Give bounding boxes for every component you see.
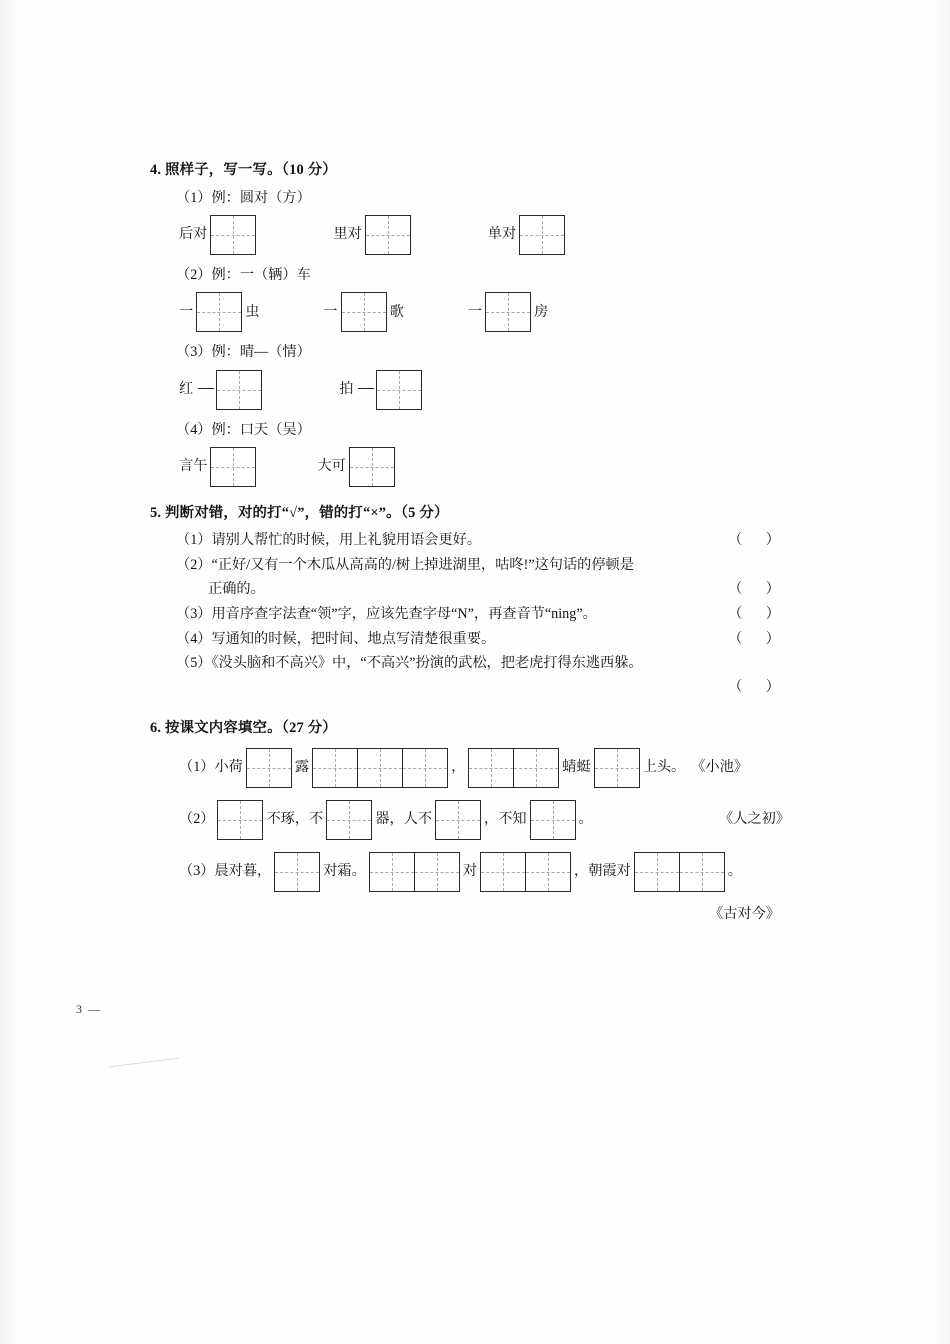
answer-box[interactable]: [341, 292, 387, 332]
answer-box[interactable]: [210, 215, 256, 255]
section-4-title: [150, 160, 790, 182]
q6-2-text-3: 器，人不: [375, 811, 433, 828]
answer-box[interactable]: [485, 292, 531, 332]
q6-3-text-3: 对: [462, 863, 478, 880]
section-4-heading: 照样子，写一写。（10 分）: [165, 162, 337, 178]
q6-1-cells-2: [312, 748, 448, 788]
q4-2-prompt-1-trail: 虫: [245, 303, 260, 320]
q6-1-cells-3: [468, 748, 559, 788]
q5-item-2: [150, 555, 790, 576]
q4-2-prompt-2-trail: 歌: [389, 303, 404, 320]
q6-1-cells-1: [246, 748, 292, 788]
q4-1-prompt-1-label: 后对: [179, 226, 208, 243]
q5-item-5-answer[interactable]: （ ）: [728, 679, 790, 696]
answer-box[interactable]: [210, 447, 256, 487]
answer-box[interactable]: [519, 215, 565, 255]
q4-2-prompt-2-label: 一: [323, 303, 338, 320]
page-number: [76, 1002, 100, 1017]
answer-box[interactable]: [349, 447, 395, 487]
q6-1-text-3: ，: [451, 759, 466, 776]
q5-item-4-text: （4）写通知的时候，把时间、地点写清楚很重要。: [176, 630, 496, 647]
answer-box[interactable]: [435, 800, 481, 840]
answer-box[interactable]: [196, 292, 242, 332]
q4-item-4-label: （4）例：口天（吴）: [176, 421, 311, 438]
q5-item-5: [150, 653, 790, 674]
q6-3-cells-3: [480, 852, 571, 892]
q6-1-source: 《小池》: [691, 759, 748, 776]
q6-1-text-2: 露: [294, 759, 310, 776]
q4-3-prompt-1: [176, 370, 262, 410]
q4-3-prompt-2: [336, 370, 422, 410]
dash-connector: [358, 388, 374, 389]
q4-4-prompt-2-label: 大可: [317, 458, 346, 475]
q4-item-3-label: （3）例：晴—（情）: [176, 344, 311, 361]
q6-2-text-2: 不琢，不: [266, 811, 324, 828]
q4-2-prompt-3: [465, 292, 551, 332]
q6-item-1: [150, 748, 790, 788]
answer-box[interactable]: [365, 215, 411, 255]
q4-4-prompt-1-label: 言午: [179, 458, 208, 475]
q6-3-text-2: 对霜。: [323, 863, 366, 880]
q6-3-source: 《古对今》: [709, 906, 780, 923]
answer-box[interactable]: [634, 852, 680, 892]
q6-1-text-1: （1）小荷: [179, 759, 243, 776]
answer-box[interactable]: [402, 748, 448, 788]
q6-1-text-5: 上头。: [642, 759, 686, 776]
q6-2-text-4: ，不知: [484, 811, 527, 828]
answer-box[interactable]: [217, 800, 263, 840]
q6-item-3: [150, 852, 790, 892]
section-4-number: 4.: [150, 162, 162, 178]
q5-item-3-answer[interactable]: （ ）: [728, 606, 790, 623]
q6-2-text-1: （2）: [179, 811, 215, 828]
q4-2-prompt-2: [320, 292, 406, 332]
q6-3-text-4: ，朝霞对: [574, 863, 631, 880]
q5-item-2-answer[interactable]: （ ）: [728, 581, 790, 597]
scan-edge-right: [934, 0, 950, 1344]
section-6-heading: 按课文内容填空。（27 分）: [165, 720, 337, 737]
section-6: [150, 718, 790, 925]
q5-item-2-text: （2）“正好/又有一个木瓜从高高的/树上掉进湖里，咕咚!”这句话的停顿是: [176, 556, 634, 573]
q5-item-1: [150, 530, 790, 551]
answer-box[interactable]: [414, 852, 460, 892]
section-4: [150, 160, 790, 487]
section-6-number: 6.: [150, 720, 162, 737]
answer-box[interactable]: [468, 748, 514, 788]
q4-3-prompt-2-label: 拍: [339, 380, 354, 397]
page-fold-mark: [109, 1058, 181, 1085]
q4-2-prompt-3-trail: 房: [534, 303, 549, 320]
q6-2-source: 《人之初》: [719, 811, 790, 828]
section-5-heading: 判断对错，对的打“√”，错的打“×”。（5 分）: [165, 504, 449, 521]
q6-1-text-4: 蜻蜓: [562, 759, 591, 776]
section-5-number: 5.: [150, 504, 162, 521]
q6-item-2: [150, 800, 790, 840]
q6-3-text-5: 。: [727, 863, 742, 880]
q6-2-cells-3: [435, 800, 481, 840]
q6-3-cells-2: [369, 852, 460, 892]
answer-box[interactable]: [216, 370, 262, 410]
section-5-title: [150, 503, 790, 525]
q5-item-2-cont: [150, 579, 790, 600]
q4-2-prompt-1-label: 一: [179, 303, 194, 320]
q4-1-prompt-3: [485, 215, 565, 255]
answer-box[interactable]: [326, 800, 372, 840]
q5-item-1-answer[interactable]: （ ）: [728, 532, 790, 549]
q5-item-5-text: （5）《没头脑和不高兴》中，“不高兴”扮演的武松，把老虎打得东逃西躲。: [176, 654, 643, 671]
page-number-value: 3: [76, 1002, 82, 1016]
answer-box[interactable]: [312, 748, 358, 788]
q6-2-cells-1: [217, 800, 263, 840]
q5-item-1-text: （1）请别人帮忙的时候，用上礼貌用语会更好。: [176, 532, 482, 549]
q5-item-2-cont-text: 正确的。: [208, 581, 265, 597]
worksheet-content: [150, 160, 790, 925]
q4-4-prompt-1: [176, 447, 256, 487]
page-number-dash: —: [88, 1002, 100, 1016]
q5-item-3-text: （3）用音序查字法查“领”字，应该先查字母“N”，再查音节“ning”。: [176, 606, 597, 623]
q4-item-4-answers: [150, 447, 790, 487]
scan-edge-left: [0, 0, 18, 1344]
q6-3-text-1: （3）晨对暮，: [179, 863, 272, 880]
q4-4-prompt-2: [314, 447, 394, 487]
q6-2-text-5: 。: [578, 811, 593, 828]
q6-2-cells-4: [530, 800, 576, 840]
q4-item-3-answers: [150, 370, 790, 410]
section-6-title: [150, 718, 790, 740]
q4-item-1-label: （1）例：圆对（方）: [176, 189, 311, 206]
answer-box[interactable]: [480, 852, 526, 892]
q6-3-cells-4: [634, 852, 725, 892]
q4-1-prompt-3-label: 单对: [487, 226, 517, 243]
answer-box[interactable]: [513, 748, 559, 788]
q4-1-prompt-1: [176, 215, 256, 255]
q4-item-2-label: （2）例：一（辆）车: [176, 266, 311, 283]
answer-box[interactable]: [369, 852, 415, 892]
q4-1-prompt-2-label: 里对: [333, 226, 362, 243]
answer-box[interactable]: [530, 800, 576, 840]
answer-box[interactable]: [274, 852, 320, 892]
q6-2-cells-2: [326, 800, 372, 840]
q5-item-3: [150, 604, 790, 625]
q5-item-4-answer[interactable]: （ ）: [728, 630, 790, 647]
q5-item-4: [150, 629, 790, 650]
q6-3-cells-1: [274, 852, 320, 892]
q4-item-2-answers: [150, 292, 790, 332]
q4-1-prompt-2: [330, 215, 410, 255]
q5-item-5-cont: [150, 677, 790, 698]
answer-box[interactable]: [594, 748, 640, 788]
section-5: [150, 503, 790, 699]
q4-2-prompt-1: [176, 292, 262, 332]
answer-box[interactable]: [679, 852, 725, 892]
answer-box[interactable]: [376, 370, 422, 410]
dash-connector: [198, 388, 214, 389]
answer-box[interactable]: [357, 748, 403, 788]
q4-item-1-answers: [150, 215, 790, 255]
answer-box[interactable]: [246, 748, 292, 788]
answer-box[interactable]: [525, 852, 571, 892]
q4-3-prompt-1-label: 红: [179, 380, 194, 397]
q6-1-cells-4: [594, 748, 640, 788]
q4-2-prompt-3-label: 一: [467, 303, 483, 320]
